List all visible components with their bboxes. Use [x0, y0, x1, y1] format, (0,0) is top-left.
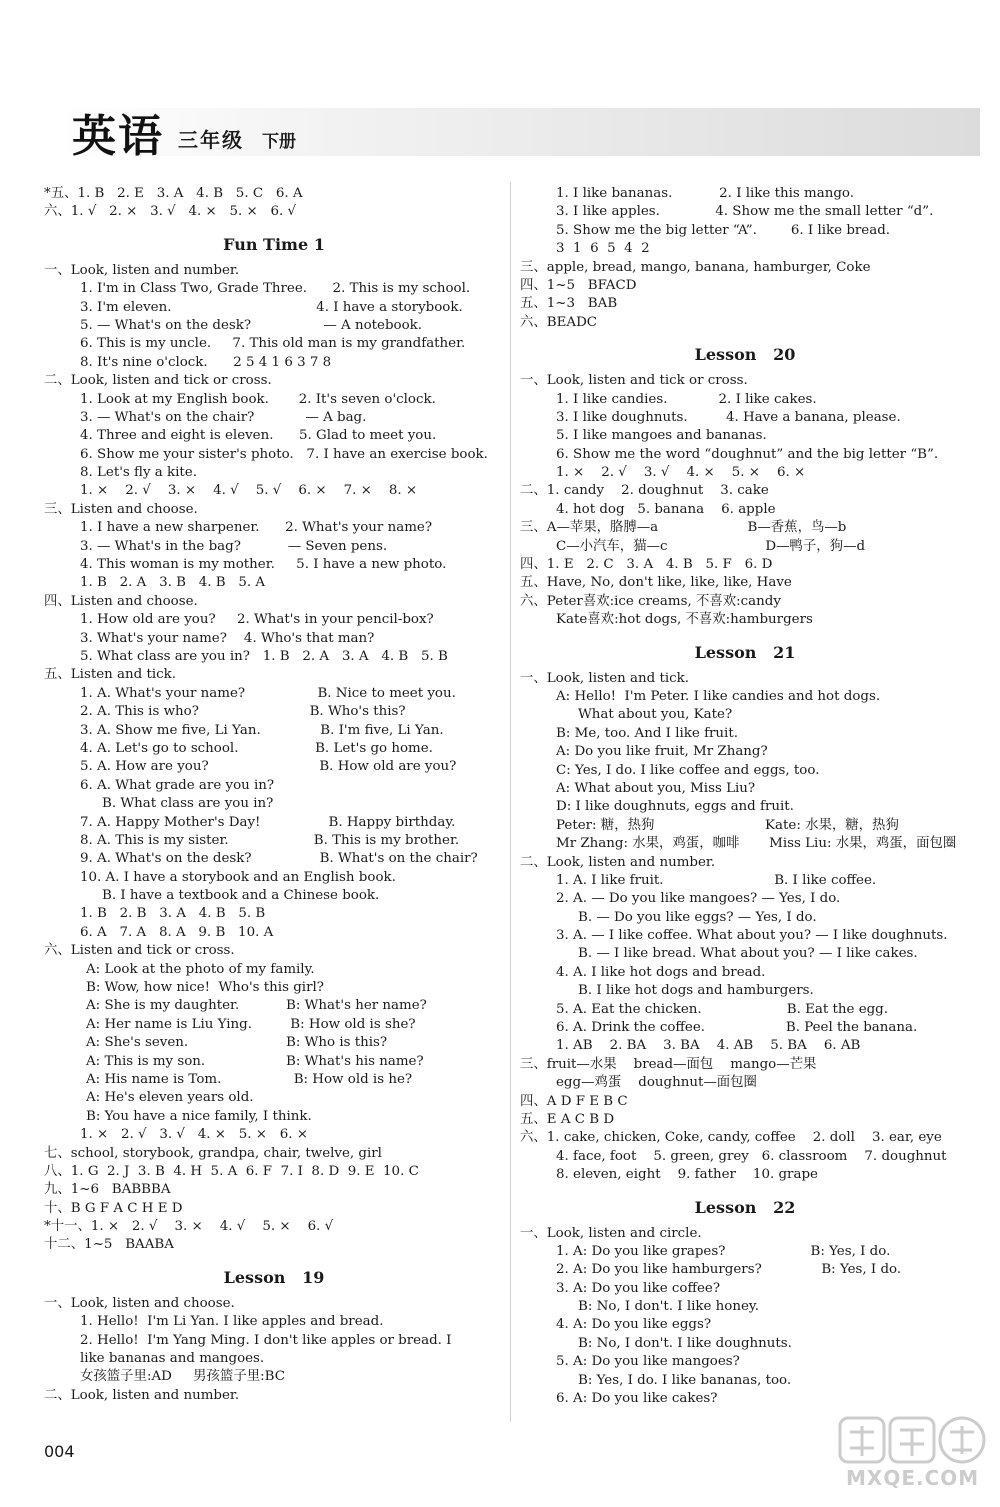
answer-line: 三、Listen and choose. — [44, 501, 198, 517]
answer-line: 2. A. — Do you like mangoes? — Yes, I do. — [556, 891, 841, 907]
answer-line: Kate喜欢:hot dogs, 不喜欢:hamburgers — [556, 612, 813, 628]
answer-line: 六、Listen and tick or cross. — [44, 943, 235, 959]
right-answer-column — [520, 185, 970, 1408]
answer-line: 1. How old are you? 2. What's in your pencil-box? — [80, 612, 434, 628]
answer-line: 4. hot dog 5. banana 6. apple — [556, 501, 776, 517]
answer-line: 5. I like mangoes and bananas. — [556, 428, 767, 444]
answer-line: egg—鸡蛋 doughnut—面包圈 — [556, 1075, 757, 1091]
answer-line: 1. A. What's your name? B. Nice to meet you. — [80, 685, 456, 701]
answer-line: Mr Zhang: 水果，鸡蛋，咖啡 Miss Liu: 水果，鸡蛋，面包圈 — [556, 836, 957, 852]
answer-line: 6. Show me your sister's photo. 7. I have an exercise book. — [80, 446, 488, 462]
answer-line: A: He's eleven years old. — [86, 1090, 254, 1106]
volume-label: 下册 — [262, 132, 296, 152]
answer-line: 3. I like apples. 4. Show me the small letter “d”. — [556, 204, 934, 220]
answer-line: Peter: 糖，热狗 Kate: 水果，糖，热狗 — [556, 817, 899, 833]
answer-line: A: His name is Tom. B: How old is he? — [86, 1071, 413, 1087]
answer-line: 3. What's your name? 4. Who's that man? — [80, 630, 375, 646]
answer-line: 2. A. This is who? B. Who's this? — [80, 704, 406, 720]
answer-line: 三、fruit—水果 bread—面包 mango—芒果 — [520, 1056, 817, 1072]
answer-line: 1. × 2. √ 3. × 4. √ 5. √ 6. × 7. × 8. × — [80, 483, 418, 499]
answer-line: 1. Hello! I'm Li Yan. I like apples and bread. — [80, 1314, 384, 1330]
answer-line: 1. A: Do you like grapes? B: Yes, I do. — [556, 1243, 891, 1259]
section-heading: Lesson 20 — [694, 345, 796, 365]
answer-line: 六、BEADC — [520, 314, 598, 330]
answer-line: 8. A. This is my sister. B. This is my brother. — [80, 832, 460, 848]
watermark-text: MXQE.COM — [846, 1466, 980, 1490]
answer-line: 四、1~5 BFACD — [520, 277, 637, 293]
answer-line: 二、Look, listen and number. — [44, 1387, 240, 1403]
answer-line: B: You have a nice family, I think. — [86, 1108, 312, 1124]
answer-line: 九、1~6 BABBBA — [44, 1182, 171, 1198]
answer-line: 6. A: Do you like cakes? — [556, 1391, 718, 1407]
answer-line: 1. A. I like fruit. B. I like coffee. — [556, 872, 877, 888]
answer-line: 二、Look, listen and tick or cross. — [44, 373, 272, 389]
page-header — [0, 0, 1000, 170]
answer-line: A: Do you like fruit, Mr Zhang? — [556, 744, 768, 760]
answer-line: 女孩篮子里:AD 男孩篮子里:BC — [80, 1369, 285, 1385]
answer-line: 3. A: Do you like coffee? — [556, 1280, 720, 1296]
answer-line: 1. I have a new sharpener. 2. What's your name? — [80, 520, 433, 536]
answer-line: 五、Listen and tick. — [44, 667, 176, 683]
answer-line: 1. I like candies. 2. I like cakes. — [556, 391, 817, 407]
answer-line: 1. B 2. B 3. A 4. B 5. B — [80, 906, 266, 922]
answer-line: 4. This woman is my mother. 5. I have a new photo. — [80, 557, 447, 573]
answer-line: B: Yes, I do. I like bananas, too. — [578, 1372, 792, 1388]
answer-line: 二、1. candy 2. doughnut 3. cake — [520, 483, 769, 499]
answer-line: 1. × 2. √ 3. √ 4. × 5. × 6. × — [80, 1127, 308, 1143]
answer-line: 5. A. Eat the chicken. B. Eat the egg. — [556, 1001, 889, 1017]
answer-line: 4. face, foot 5. green, grey 6. classroom 7. doughnut — [556, 1148, 947, 1164]
answer-line: 五、E A C B D — [520, 1111, 615, 1127]
answer-line: A: Hello! I'm Peter. I like candies and hot dogs. — [556, 688, 881, 704]
answer-line: 2. A: Do you like hamburgers? B: Yes, I do. — [556, 1262, 902, 1278]
answer-line: 十、B G F A C H E D — [44, 1200, 183, 1216]
answer-line: 5. — What's on the desk? — A notebook. — [80, 317, 423, 333]
answer-line: 8. Let's fly a kite. — [80, 465, 197, 481]
answer-line: 4. A. I like hot dogs and bread. — [556, 964, 766, 980]
answer-line: 3. — What's on the chair? — A bag. — [80, 409, 367, 425]
answer-line: 2. Hello! I'm Yang Ming. I don't like apples or bread. I — [80, 1332, 452, 1348]
answer-line: B. — Do you like eggs? — Yes, I do. — [578, 909, 817, 925]
answer-line: 6. Show me the word “doughnut” and the big letter “B”. — [556, 446, 939, 462]
section-heading: Lesson 21 — [694, 642, 796, 662]
answer-line: C—小汽车，猫—c D—鸭子，狗—d — [556, 538, 866, 554]
answer-line: 5. A. How are you? B. How old are you? — [80, 759, 457, 775]
answer-line: What about you, Kate? — [578, 707, 733, 723]
answer-line: 四、1. E 2. C 3. A 4. B 5. F 6. D — [520, 557, 773, 573]
section-heading: Fun Time 1 — [223, 234, 325, 254]
answer-line: B: Wow, how nice! Who's this girl? — [86, 980, 324, 996]
answer-line: 七、school, storybook, grandpa, chair, twelve, girl — [44, 1145, 382, 1161]
answer-line: 一、Look, listen and circle. — [520, 1225, 702, 1241]
answer-line: 六、Peter喜欢:ice creams, 不喜欢:candy — [520, 593, 781, 609]
answer-line: 十二、1~5 BAABA — [44, 1237, 174, 1253]
answer-line: 6. A. Drink the coffee. B. Peel the banana. — [556, 1020, 918, 1036]
answer-line: 1. Look at my English book. 2. It's seven o'clock. — [80, 391, 436, 407]
answer-line: 1. I'm in Class Two, Grade Three. 2. This is my school. — [80, 281, 471, 297]
answer-line: B: Me, too. And I like fruit. — [556, 725, 738, 741]
left-answer-column — [44, 185, 504, 1405]
answer-line: 四、A D F E B C — [520, 1093, 628, 1109]
watermark-logo — [838, 1412, 988, 1497]
column-divider — [510, 182, 511, 1422]
answer-line: 6. This is my uncle. 7. This old man is my grandfather. — [80, 336, 466, 352]
grade-label: 三年级 — [178, 128, 244, 152]
answer-line: 1. I like bananas. 2. I like this mango. — [556, 186, 854, 201]
answer-line: 3. A. Show me five, Li Yan. B. I'm five, Li Yan. — [80, 722, 444, 738]
answer-line: A: She's seven. B: Who is this? — [86, 1035, 388, 1051]
answer-line: *五、1. B 2. E 3. A 4. B 5. C 6. A — [44, 186, 303, 201]
answer-line: 4. Three and eight is eleven. 5. Glad to meet you. — [80, 428, 437, 444]
answer-line: 5. Show me the big letter “A”. 6. I like bread. — [556, 222, 891, 238]
answer-line: 三、A—苹果，胳膊—a B—香蕉，鸟—b — [520, 520, 847, 536]
page-number: 004 — [44, 1442, 75, 1461]
answer-line: 7. A. Happy Mother's Day! B. Happy birthday. — [80, 814, 456, 830]
section-heading: Lesson 22 — [694, 1197, 796, 1217]
answer-line: 二、Look, listen and number. — [520, 854, 716, 870]
watermark-seal-icon — [838, 1412, 988, 1472]
answer-line: A: She is my daughter. B: What's her name? — [86, 998, 427, 1014]
answer-line: 1. AB 2. BA 3. BA 4. AB 5. BA 6. AB — [556, 1038, 861, 1054]
answer-line: A: What about you, Miss Liu? — [556, 780, 756, 796]
answer-line: 五、1~3 BAB — [520, 296, 618, 312]
subject-title: 英语 — [72, 111, 164, 162]
answer-line: 八、1. G 2. J 3. B 4. H 5. A 6. F 7. I 8. D 9. E 10. C — [44, 1163, 419, 1179]
answer-line: 六、1. √ 2. × 3. √ 4. × 5. × 6. √ — [44, 204, 297, 220]
answer-line: 10. A. I have a storybook and an English book. — [80, 869, 396, 885]
answer-line: 1. × 2. √ 3. √ 4. × 5. × 6. × — [556, 465, 806, 481]
answer-line: B: No, I don't. I like doughnuts. — [578, 1335, 792, 1351]
answer-line: B. I like hot dogs and hamburgers. — [578, 983, 814, 999]
answer-line: B. — I like bread. What about you? — I like cakes. — [578, 946, 918, 962]
answer-line: 3. I like doughnuts. 4. Have a banana, please. — [556, 409, 901, 425]
answer-line: 3. I'm eleven. 4. I have a storybook. — [80, 299, 463, 315]
answer-line: *十一、1. × 2. √ 3. × 4. √ 5. × 6. √ — [44, 1219, 334, 1235]
answer-line: 3. — What's in the bag? — Seven pens. — [80, 538, 388, 554]
answer-line: C: Yes, I do. I like coffee and eggs, too. — [556, 762, 820, 778]
answer-line: 8. It's nine o'clock. 2 5 4 1 6 3 7 8 — [80, 354, 332, 370]
answer-line: 6. A. What grade are you in? — [80, 777, 275, 793]
answer-line: 一、Look, listen and tick or cross. — [520, 373, 748, 389]
answer-line: 9. A. What's on the desk? B. What's on the chair? — [80, 851, 478, 867]
answer-line: 五、Have, No, don't like, like, like, Have — [520, 575, 792, 591]
answer-line: 6. A 7. A 8. A 9. B 10. A — [80, 924, 274, 940]
answer-line: 一、Look, listen and choose. — [44, 1295, 235, 1311]
answer-line: 8. eleven, eight 9. father 10. grape — [556, 1167, 818, 1183]
answer-line: 3. A. — I like coffee. What about you? — I like doughnuts. — [556, 928, 948, 944]
answer-line: 一、Look, listen and tick. — [520, 670, 690, 686]
answer-line: 三、apple, bread, mango, banana, hamburger, Coke — [520, 259, 871, 275]
answer-line: 3 1 6 5 4 2 — [556, 241, 650, 257]
answer-line: B: No, I don't. I like honey. — [578, 1299, 759, 1315]
answer-line: 1. B 2. A 3. B 4. B 5. A — [80, 575, 266, 591]
answer-line: 一、Look, listen and number. — [44, 262, 240, 278]
answer-line: B. What class are you in? — [102, 796, 274, 812]
answer-line: A: Her name is Liu Ying. B: How old is she? — [86, 1016, 416, 1032]
answer-line: A: This is my son. B: What's his name? — [86, 1053, 424, 1069]
answer-line: A: Look at the photo of my family. — [86, 961, 315, 977]
answer-line: 5. A: Do you like mangoes? — [556, 1354, 740, 1370]
answer-line: like bananas and mangoes. — [80, 1351, 265, 1367]
answer-line: 六、1. cake, chicken, Coke, candy, coffee 2. doll 3. ear, eye — [520, 1130, 942, 1146]
answer-line: 四、Listen and choose. — [44, 593, 198, 609]
answer-line: 5. What class are you in? 1. B 2. A 3. A 4. B 5. B — [80, 648, 448, 664]
section-heading: Lesson 19 — [223, 1267, 325, 1287]
answer-line: 4. A: Do you like eggs? — [556, 1317, 712, 1333]
answer-line: 4. A. Let's go to school. B. Let's go home. — [80, 740, 433, 756]
answer-line: D: I like doughnuts, eggs and fruit. — [556, 799, 794, 815]
answer-line: B. I have a textbook and a Chinese book. — [102, 888, 380, 904]
